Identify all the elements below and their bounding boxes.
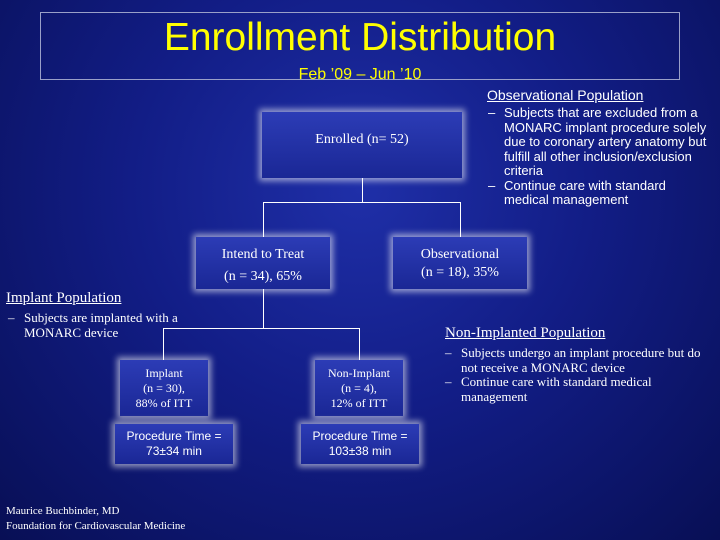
connector-to-observational bbox=[460, 202, 461, 237]
implant-count: (n = 30), bbox=[143, 381, 185, 395]
itt-count: (n = 34), 65% bbox=[224, 269, 302, 284]
implant-population-heading: Implant Population bbox=[6, 290, 122, 306]
connector-enrolled-down bbox=[362, 178, 363, 202]
connector-mid-horizontal bbox=[163, 328, 360, 329]
list-item: – Continue care with standard medical management bbox=[443, 375, 705, 404]
enrolled-node bbox=[262, 112, 462, 178]
non-implant-percent: 12% of ITT bbox=[330, 396, 388, 410]
connector-itt-down bbox=[263, 288, 264, 328]
observational-count: (n = 18), 35% bbox=[421, 265, 499, 280]
list-item: – Continue care with standard medical management bbox=[486, 179, 714, 208]
organization-name: Foundation for Cardiovascular Medicine bbox=[6, 520, 186, 532]
implant-time-node bbox=[115, 424, 233, 464]
enrolled-label: Enrolled (n= 52) bbox=[315, 132, 409, 147]
list-item: – Subjects undergo an implant procedure but do not receive a MONARC device bbox=[443, 346, 705, 375]
observational-node bbox=[393, 237, 527, 289]
observational-population-heading: Observational Population bbox=[487, 87, 644, 103]
list-item: – Subjects that are excluded from a MONARC implant procedure solely due to coronary artery anatomy but fulfill all other inclusion/exclusion criteria bbox=[486, 106, 714, 179]
footer-credit bbox=[6, 504, 185, 534]
implant-time-value: 73±34 min bbox=[146, 444, 202, 458]
implant-time-label: Procedure Time = bbox=[126, 429, 222, 443]
non-implanted-population-list bbox=[443, 346, 705, 404]
author-name: Maurice Buchbinder, MD bbox=[6, 505, 120, 517]
non-implant-node bbox=[315, 360, 403, 416]
connector-to-itt bbox=[263, 202, 264, 237]
implant-node bbox=[120, 360, 208, 416]
list-item: – Subjects are implanted with a MONARC device bbox=[6, 311, 178, 340]
itt-label: Intend to Treat bbox=[221, 247, 305, 262]
non-implant-time-value: 103±38 min bbox=[328, 444, 392, 458]
page-title: Enrollment Distribution bbox=[163, 16, 557, 59]
date-range: Feb ’09 – Jun ’10 bbox=[298, 66, 422, 83]
non-implant-time-node bbox=[301, 424, 419, 464]
observational-label: Observational bbox=[420, 247, 500, 262]
implant-percent: 88% of ITT bbox=[135, 396, 193, 410]
implant-population-list bbox=[6, 311, 178, 340]
implant-label: Implant bbox=[145, 366, 183, 380]
non-implant-label: Non-Implant bbox=[328, 366, 390, 380]
observational-population-list bbox=[486, 106, 714, 208]
non-implant-count: (n = 4), bbox=[341, 381, 377, 395]
connector-top-horizontal bbox=[263, 202, 461, 203]
non-implanted-population-heading: Non-Implanted Population bbox=[445, 325, 606, 341]
connector-to-non-implant bbox=[359, 328, 360, 360]
non-implant-time-label: Procedure Time = bbox=[312, 429, 408, 443]
itt-node bbox=[196, 237, 330, 289]
